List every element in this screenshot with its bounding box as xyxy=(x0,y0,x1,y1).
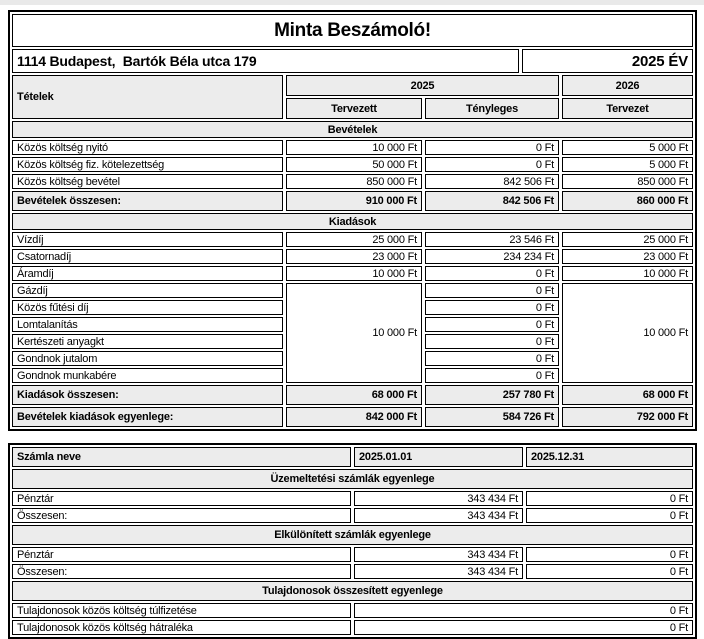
row-label: Összesen: xyxy=(12,508,351,523)
accounts-header-end-date: 2025.12.31 xyxy=(526,447,693,467)
row-value: 5 000 Ft xyxy=(562,157,693,172)
report-body-grid xyxy=(12,121,693,427)
header-items: Tételek xyxy=(12,75,283,119)
row-label: Gondnok jutalom xyxy=(12,351,283,366)
row-label: Közös költség bevétel xyxy=(12,174,283,189)
row-label: Csatornadíj xyxy=(12,249,283,264)
row-value: 0 Ft xyxy=(425,266,559,281)
row-value: 842 506 Ft xyxy=(425,174,559,189)
report-address: 1114 Budapest, Bartók Béla utca 179 xyxy=(12,49,519,73)
total-value: 910 000 Ft xyxy=(286,191,422,211)
report-year: 2025 ÉV xyxy=(522,49,693,73)
row-value: 23 000 Ft xyxy=(562,249,693,264)
row-value: 343 434 Ft xyxy=(354,508,523,523)
row-label: Pénztár xyxy=(12,491,351,506)
report-title: Minta Beszámoló! xyxy=(12,14,693,47)
balance-value: 584 726 Ft xyxy=(425,407,559,427)
header-group-2025: 2025 xyxy=(286,75,559,96)
row-value: 0 Ft xyxy=(526,508,693,523)
total-value: 257 780 Ft xyxy=(425,385,559,405)
row-value: 850 000 Ft xyxy=(562,174,693,189)
row-label: Közös fűtési díj xyxy=(12,300,283,315)
row-value: 25 000 Ft xyxy=(562,232,693,247)
accounts-table xyxy=(8,443,697,639)
row-value: 10 000 Ft xyxy=(286,140,422,155)
accounts-header-start-date: 2025.01.01 xyxy=(354,447,523,467)
total-value: 860 000 Ft xyxy=(562,191,693,211)
row-value: 343 434 Ft xyxy=(354,547,523,562)
total-label: Kiadások összesen: xyxy=(12,385,283,405)
total-label: Bevételek összesen: xyxy=(12,191,283,211)
row-value: 850 000 Ft xyxy=(286,174,422,189)
header-group-2026: 2026 xyxy=(562,75,693,96)
row-value: 0 Ft xyxy=(425,157,559,172)
row-label: Közös költség fiz. kötelezettség xyxy=(12,157,283,172)
row-value: 0 Ft xyxy=(425,283,559,298)
address-row xyxy=(12,49,693,73)
row-value: 0 Ft xyxy=(425,368,559,383)
header-col-tervezet: Tervezet xyxy=(562,98,693,119)
section-kiadasok: Kiadások xyxy=(12,213,693,230)
section-uzemeltetesi: Üzemeltetési számlák egyenlege xyxy=(12,469,693,489)
header-col-tenyleges: Tényleges xyxy=(425,98,559,119)
row-value: 0 Ft xyxy=(526,564,693,579)
toolbar-bottom-edge xyxy=(0,0,704,5)
row-value: 0 Ft xyxy=(425,334,559,349)
total-value: 842 506 Ft xyxy=(425,191,559,211)
accounts-header-name: Számla neve xyxy=(12,447,351,467)
row-value: 10 000 Ft xyxy=(562,266,693,281)
row-value: 0 Ft xyxy=(425,300,559,315)
row-label: Áramdíj xyxy=(12,266,283,281)
row-label: Lomtalanítás xyxy=(12,317,283,332)
row-label: Tulajdonosok közös költség hátraléka xyxy=(12,620,351,635)
row-label: Gondnok munkabére xyxy=(12,368,283,383)
header-col-tervezett: Tervezett xyxy=(286,98,422,119)
total-value: 68 000 Ft xyxy=(286,385,422,405)
row-value: 0 Ft xyxy=(354,620,693,635)
row-value: 10 000 Ft xyxy=(286,266,422,281)
section-tulajdonosok: Tulajdonosok összesített egyenlege xyxy=(12,581,693,601)
row-value: 234 234 Ft xyxy=(425,249,559,264)
row-value: 25 000 Ft xyxy=(286,232,422,247)
balance-label: Bevételek kiadások egyenlege: xyxy=(12,407,283,427)
total-value: 68 000 Ft xyxy=(562,385,693,405)
row-value: 0 Ft xyxy=(425,317,559,332)
row-label: Közös költség nyitó xyxy=(12,140,283,155)
row-value: 0 Ft xyxy=(526,547,693,562)
row-value: 343 434 Ft xyxy=(354,491,523,506)
row-label: Vízdíj xyxy=(12,232,283,247)
row-value: 23 000 Ft xyxy=(286,249,422,264)
row-label: Kertészeti anyagkt xyxy=(12,334,283,349)
row-value: 0 Ft xyxy=(425,351,559,366)
row-label: Pénztár xyxy=(12,547,351,562)
column-header-grid xyxy=(12,75,693,119)
row-value: 50 000 Ft xyxy=(286,157,422,172)
row-value: 0 Ft xyxy=(526,491,693,506)
row-value: 23 546 Ft xyxy=(425,232,559,247)
row-value: 343 434 Ft xyxy=(354,564,523,579)
row-value: 5 000 Ft xyxy=(562,140,693,155)
row-label: Gázdíj xyxy=(12,283,283,298)
row-value: 0 Ft xyxy=(354,603,693,618)
balance-value: 842 000 Ft xyxy=(286,407,422,427)
merged-tervezett-value: 10 000 Ft xyxy=(286,283,422,383)
row-label: Összesen: xyxy=(12,564,351,579)
merged-tervezet-value: 10 000 Ft xyxy=(562,283,693,383)
accounts-grid xyxy=(12,447,693,635)
report-table xyxy=(8,10,697,431)
section-bevetelek: Bevételek xyxy=(12,121,693,138)
row-label: Tulajdonosok közös költség túlfizetése xyxy=(12,603,351,618)
section-elkulonitett: Elkülönített számlák egyenlege xyxy=(12,525,693,545)
balance-value: 792 000 Ft xyxy=(562,407,693,427)
row-value: 0 Ft xyxy=(425,140,559,155)
